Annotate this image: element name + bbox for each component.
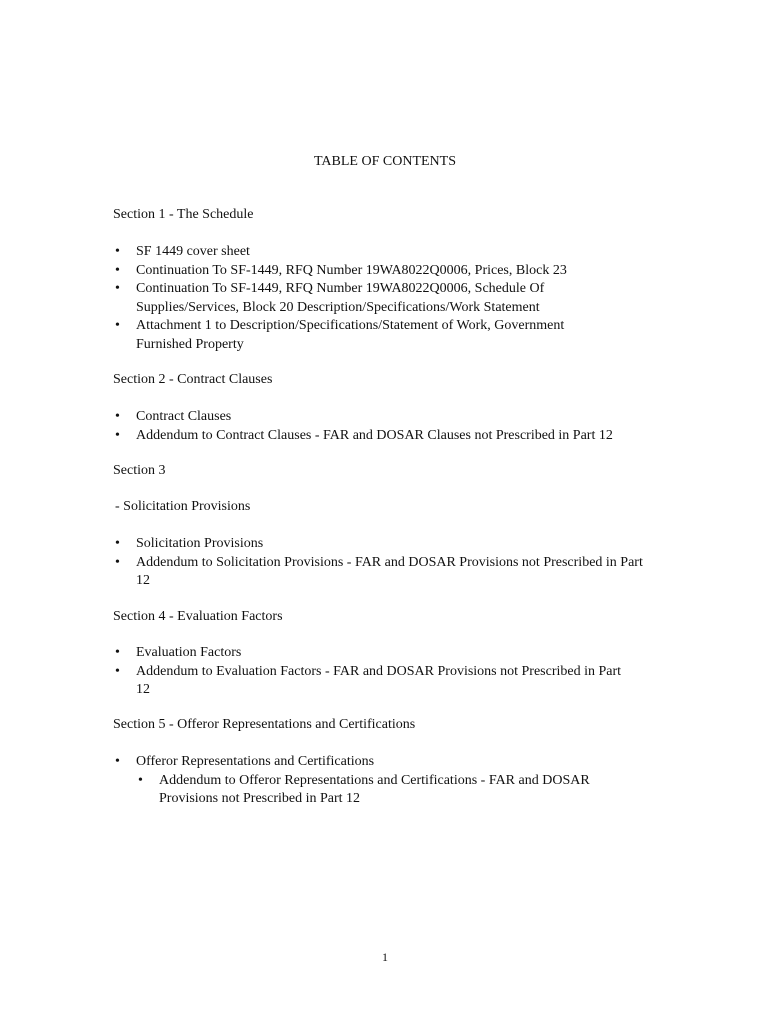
section-3-list xyxy=(113,535,658,591)
list-item: • Continuation To SF-1449, RFQ Number 19WA8022Q0006, Prices, Block 23 xyxy=(113,262,673,281)
list-item: • Addendum to Solicitation Provisions - FAR and DOSAR Provisions not Prescribed in Part 12 xyxy=(113,554,658,591)
sub-list-item: • Addendum to Offeror Representations and Certifications - FAR and DOSAR Provisions not Prescribed in Part 12 xyxy=(136,772,609,809)
list-item xyxy=(113,753,673,809)
section-5-heading: Section 5 - Offeror Representations and Certifications xyxy=(113,717,416,732)
section-5-sublist xyxy=(136,772,673,809)
section-3-subheading: - Solicitation Provisions xyxy=(115,499,251,514)
section-4-heading: Section 4 - Evaluation Factors xyxy=(113,609,283,624)
list-item: • Evaluation Factors xyxy=(113,644,638,663)
section-1-heading: Section 1 - The Schedule xyxy=(113,207,254,222)
document-title: TABLE OF CONTENTS xyxy=(314,154,456,169)
list-item: • Contract Clauses xyxy=(113,408,673,427)
section-3-heading: Section 3 xyxy=(113,463,166,478)
list-item: • SF 1449 cover sheet xyxy=(113,243,673,262)
section-4-list xyxy=(113,644,638,700)
list-item: • Solicitation Provisions xyxy=(113,535,658,554)
list-item-text: Offeror Representations and Certifications xyxy=(136,754,375,769)
section-2-list xyxy=(113,408,673,445)
list-item: • Addendum to Evaluation Factors - FAR and DOSAR Provisions not Prescribed in Part 12 xyxy=(113,663,638,700)
section-1-list xyxy=(113,243,673,354)
page-number: 1 xyxy=(382,950,388,964)
list-item: • Attachment 1 to Description/Specifications/Statement of Work, Government Furnished Property xyxy=(113,317,606,354)
list-item: • Addendum to Contract Clauses - FAR and DOSAR Clauses not Prescribed in Part 12 xyxy=(113,427,673,446)
list-item: • Continuation To SF-1449, RFQ Number 19WA8022Q0006, Schedule Of Supplies/Services, Block 20 Description/Specifications/Work Statement xyxy=(113,280,606,317)
section-5-list xyxy=(113,753,673,809)
section-2-heading: Section 2 - Contract Clauses xyxy=(113,372,273,387)
